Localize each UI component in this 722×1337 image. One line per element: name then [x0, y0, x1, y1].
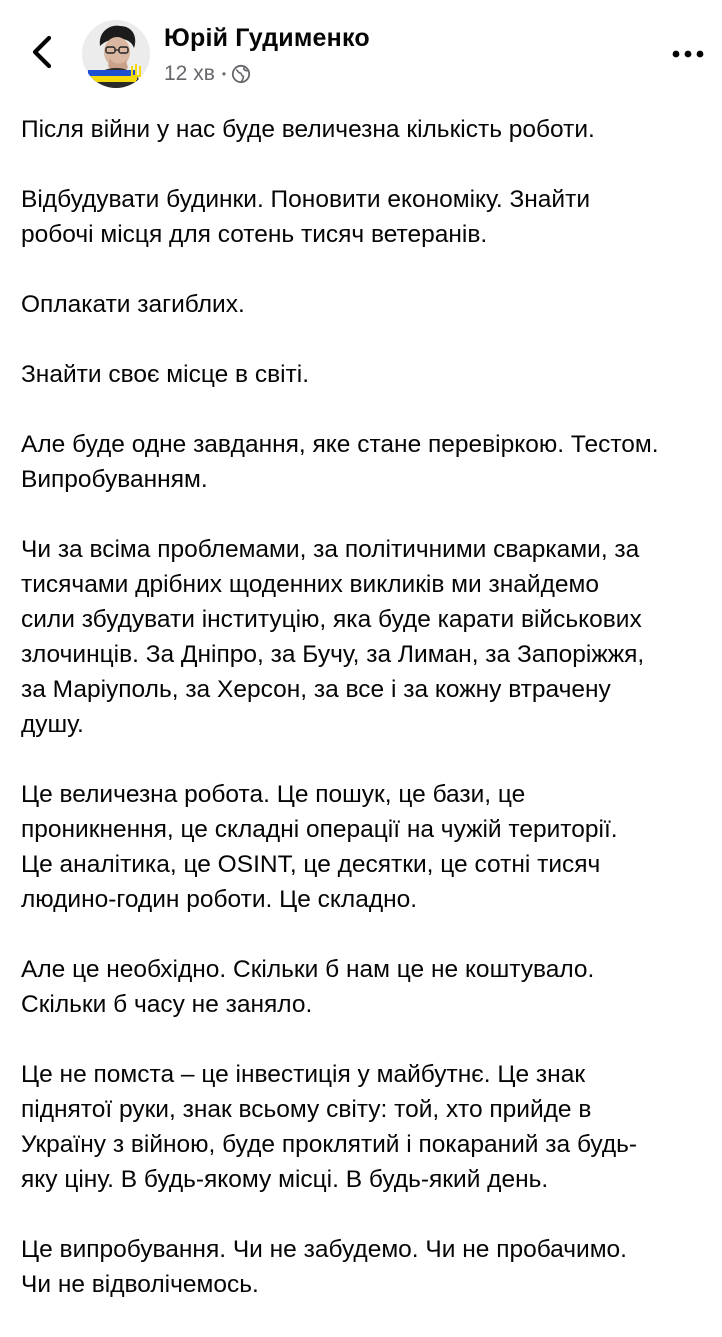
post-paragraph: Але це необхідно. Скільки б нам це не коштувало. Скільки б часу не заняло.: [21, 956, 595, 1018]
globe-icon[interactable]: [231, 64, 251, 84]
post-paragraph: Але буде одне завдання, яке стане перевіркою. Тестом. Випробуванням.: [21, 431, 659, 493]
post-meta: [164, 61, 251, 87]
post-paragraph: Знайти своє місце в світі.: [21, 361, 310, 388]
post-header: [0, 0, 722, 104]
post-paragraph: Це величезна робота. Це пошук, це бази, це проникнення, це складні операції на чужій території. Це аналітика, це OSINT, це десятки, це сотні тисяч людино-годин роботи. Це складно.: [21, 781, 618, 913]
post-paragraph: Чи за всіма проблемами, за політичними сварками, за тисячами дрібних щоденних викликів ми знайдемо сили збудувати інституцію, яка буде карати військових злочинців. За Дніпро, за Бучу, за Лиман, за Запоріжжя, за Маріуполь, за Херсон, за все і за кожну втрачену душу.: [21, 536, 645, 738]
post-paragraph: Це не помста – це інвестиція у майбутнє. Це знак піднятої руки, знак всьому світу: той, хто прийде в Україну з війною, буде проклятий і покараний за будь- яку ціну. В будь-якому місці. В будь-який день.: [21, 1061, 638, 1193]
more-options-button[interactable]: [668, 38, 708, 70]
meta-separator: •: [221, 67, 227, 81]
avatar-photo: [82, 20, 150, 88]
post-paragraph: Оплакати загиблих.: [21, 291, 245, 318]
more-horizontal-icon: [672, 45, 704, 63]
post-paragraph: Відбудувати будинки. Поновити економіку. Знайти робочі місця для сотень тисяч ветеранів.: [21, 186, 591, 248]
post-paragraph: Це випробування. Чи не забудемо. Чи не пробачимо. Чи не відволічемось.: [21, 1236, 627, 1298]
author-avatar[interactable]: [82, 20, 150, 88]
post-time[interactable]: 12 хв: [164, 62, 215, 85]
author-name[interactable]: Юрій Гудименко: [164, 24, 370, 52]
post-text: [21, 112, 713, 1337]
post-paragraph: Після війни у нас буде величезна кількість роботи.: [21, 116, 595, 143]
chevron-left-icon: [31, 35, 53, 74]
back-button[interactable]: [22, 30, 62, 78]
